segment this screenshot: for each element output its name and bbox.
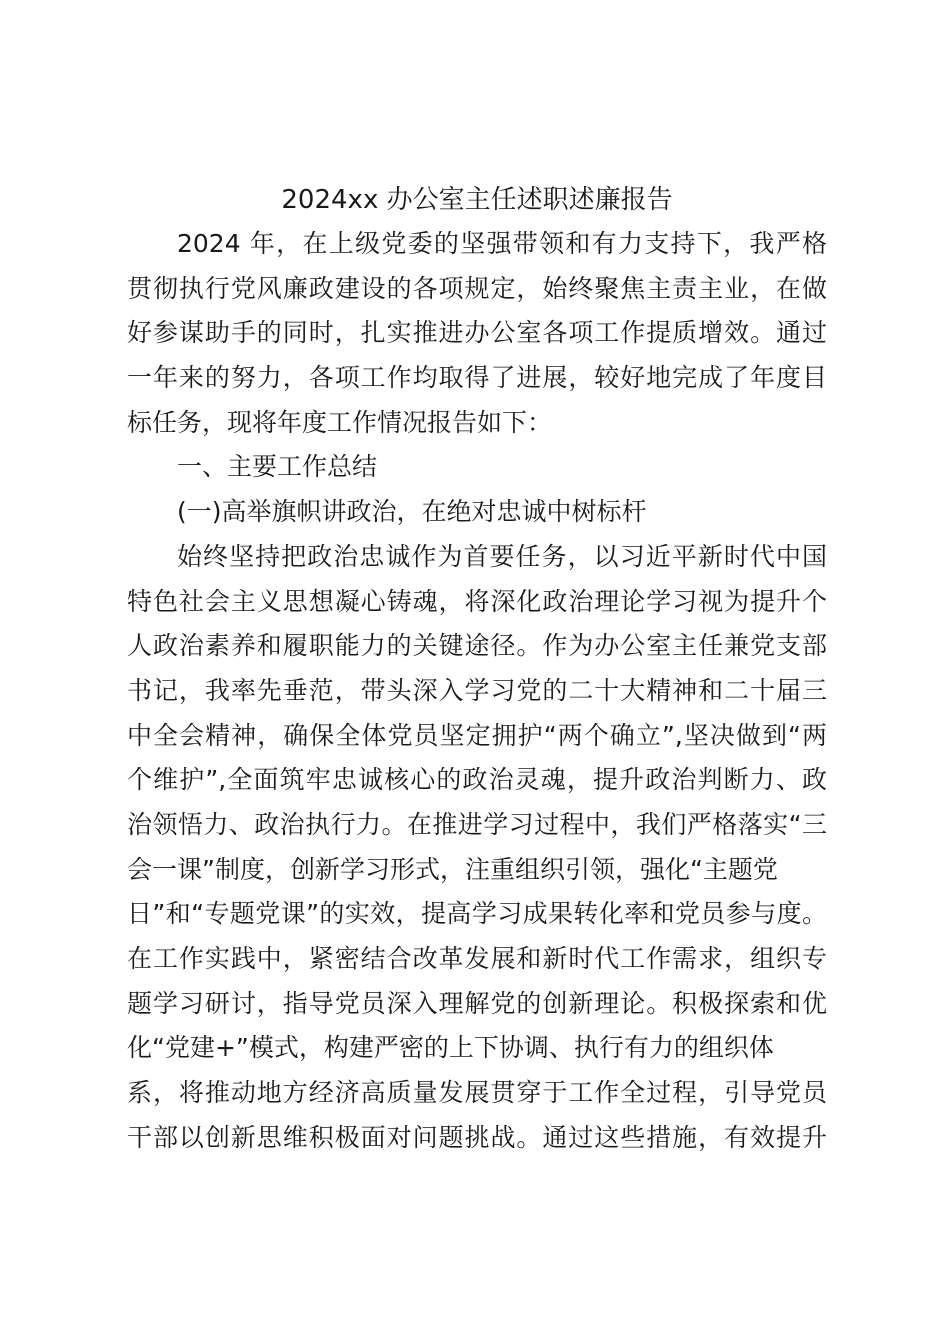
intro-line: 2024 年，在上级党委的坚强带领和有力支持下，我严格 <box>177 229 827 258</box>
body-line: 化“党建+”模式，构建严密的上下协调、执行有力的组织体 <box>127 1033 774 1063</box>
body-line: 干部以创新思维积极面对问题挑战。通过这些措施，有效提升 <box>127 1122 827 1152</box>
body-line: 题学习研讨，指导党员深入理解党的创新理论。积极探索和优 <box>127 988 827 1018</box>
intro-line: 好参谋助手的同时，扎实推进办公室各项工作提质增效。通过 <box>127 318 827 348</box>
intro-line: 贯彻执行党风廉政建设的各项规定，始终聚焦主责主业，在做 <box>127 273 827 303</box>
section-heading: 一、主要工作总结 <box>177 452 378 482</box>
body-line: 日”和“专题党课”的实效，提高学习成果转化率和党员参与度。 <box>127 899 827 929</box>
body-line: 人政治素养和履职能力的关键途径。作为办公室主任兼党支部 <box>127 631 827 661</box>
subsection-heading: (一)高举旗帜讲政治，在绝对忠诚中树标杆 <box>177 497 647 527</box>
intro-line: 一年来的努力，各项工作均取得了进展，较好地完成了年度目 <box>127 363 827 393</box>
body-line: 会一课”制度，创新学习形式，注重组织引领，强化“主题党 <box>127 854 778 884</box>
body-line: 特色社会主义思想凝心铸魂，将深化政治理论学习视为提升个 <box>127 586 827 616</box>
body-line: 个维护”,全面筑牢忠诚核心的政治灵魂，提升政治判断力、政 <box>127 765 827 795</box>
document-title: 2024xx 办公室主任述职述廉报告 <box>281 185 673 215</box>
body-line: 中全会精神，确保全体党员坚定拥护“两个确立”,坚决做到“两 <box>127 720 827 750</box>
intro-line: 标任务，现将年度工作情况报告如下： <box>127 407 553 437</box>
body-line: 在工作实践中，紧密结合改革发展和新时代工作需求，组织专 <box>127 944 827 973</box>
body-line: 始终坚持把政治忠诚作为首要任务，以习近平新时代中国 <box>177 541 827 571</box>
body-line: 系，将推动地方经济高质量发展贯穿于工作全过程，引导党员 <box>127 1078 827 1108</box>
document-body <box>127 178 827 1160</box>
body-line: 治领悟力、政治执行力。在推进学习过程中，我们严格落实“三 <box>127 809 827 839</box>
body-line: 书记，我率先垂范，带头深入学习党的二十大精神和二十届三 <box>127 675 827 705</box>
